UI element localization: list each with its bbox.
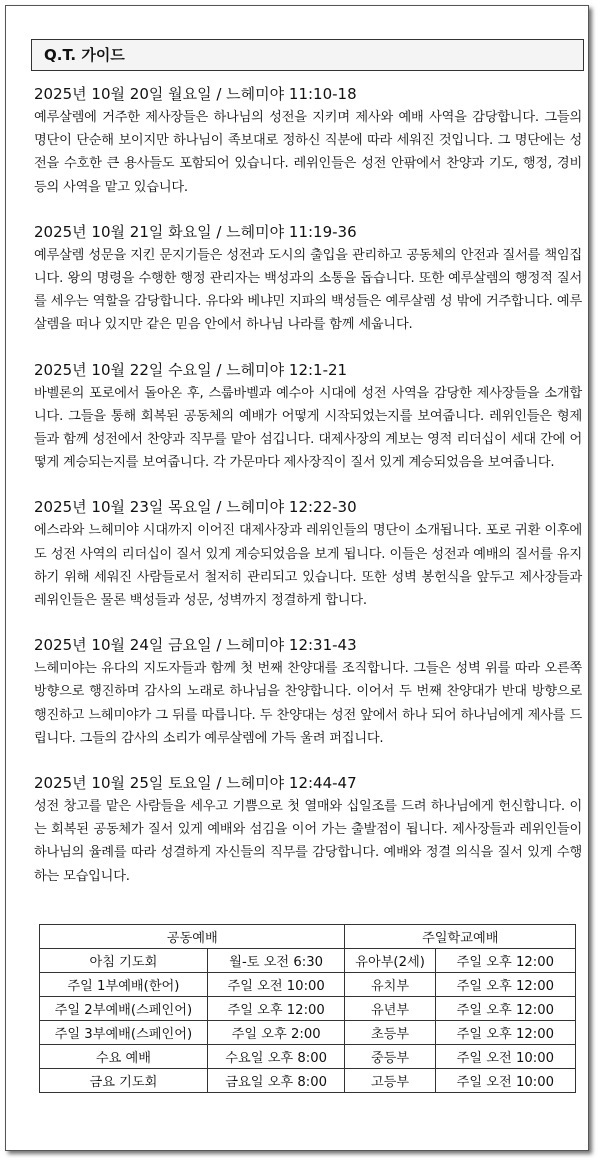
- sunday-school-header: 주일학교예배: [345, 925, 576, 949]
- department-time: 주일 오후 12:00: [435, 997, 575, 1021]
- department-name: 고등부: [345, 1069, 435, 1093]
- schedule-row: [40, 997, 576, 1021]
- qt-entry-heading: 2025년 10월 21일 화요일 / 느헤미야 11:19-36: [34, 222, 357, 241]
- department-name: 유아부(2세): [345, 949, 435, 973]
- schedule-row: [40, 1045, 576, 1069]
- department-time: 주일 오후 12:00: [435, 1021, 575, 1045]
- service-name: 주일 1부예배(한어): [40, 973, 208, 997]
- department-time: 주일 오전 10:00: [435, 1069, 575, 1093]
- qt-entry-body: 예루살렘 성문을 지킨 문지기들은 성전과 도시의 출입을 관리하고 공동체의 안전과 질서를 책임집니다. 왕의 명령을 수행한 행정 관리자는 백성과의 소통을 돕습니다. 또한 예루살렘의 행정적 질서를 세우는 역할을 감당합니다. 유다와 베냐민 지파의 백성들은 예루살렘 성 밖에 거주합니다. 예루살렘을 떠나 있지만 같은 믿음 안에서 하나님 나라를 함께 세웁니다.: [34, 247, 582, 333]
- qt-entry-heading: 2025년 10월 23일 목요일 / 느헤미야 12:22-30: [34, 498, 357, 517]
- department-time: 주일 오전 10:00: [435, 1045, 575, 1069]
- public-worship-header: 공동예배: [40, 925, 345, 949]
- qt-entries: [34, 82, 582, 909]
- worship-schedule-table: [39, 924, 576, 1093]
- qt-entry-body: 바벨론의 포로에서 돌아온 후, 스룹바벨과 예수아 시대에 성전 사역을 감당한 제사장들을 소개합니다. 그들을 통해 회복된 공동체의 예배가 어떻게 시작되었는지를 보여줍니다. 레위인들은 형제들과 함께 성전에서 찬양과 직무를 맡아 섬깁니다. 대제사장의 계보는 영적 리더십이 세대 간에 어떻게 계승되는지를 보여줍니다. 각 가문마다 제사장직이 질서 있게 계승되었음을 보여줍니다.: [34, 385, 582, 471]
- service-time: 주일 오후 2:00: [207, 1021, 345, 1045]
- schedule-row: [40, 1021, 576, 1045]
- qt-entry: [34, 82, 582, 199]
- qt-entry-heading: 2025년 10월 24일 금요일 / 느헤미야 12:31-43: [34, 636, 357, 655]
- qt-entry-heading: 2025년 10월 20일 월요일 / 느헤미야 11:10-18: [34, 85, 357, 103]
- schedule-row: [40, 1069, 576, 1093]
- qt-entry-body: 예루살렘에 거주한 제사장들은 하나님의 성전을 지키며 제사와 예배 사역을 감당합니다. 그들의 명단이 단순해 보이지만 하나님이 족보대로 정하신 직분에 따라 세워진 것입니다. 그 명단에는 성전을 수호한 큰 용사들도 포함되어 있습니다. 레위인들은 성전 안팎에서 찬양과 기도, 행정, 경비 등의 사역을 맡고 있습니다.: [34, 110, 582, 195]
- qt-entry: [34, 220, 582, 337]
- schedule-header-row: [40, 925, 576, 949]
- bulletin-page: [5, 5, 589, 1151]
- department-time: 주일 오후 12:00: [435, 949, 575, 973]
- schedule-row: [40, 949, 576, 973]
- department-time: 주일 오후 12:00: [435, 973, 575, 997]
- department-name: 중등부: [345, 1045, 435, 1069]
- department-name: 유년부: [345, 997, 435, 1021]
- service-name: 금요 기도회: [40, 1069, 208, 1093]
- service-time: 주일 오후 12:00: [207, 997, 345, 1021]
- qt-entry: [34, 771, 582, 888]
- qt-entry: [34, 495, 582, 612]
- qt-entry-body: 에스라와 느헤미야 시대까지 이어진 대제사장과 레위인들의 명단이 소개됩니다. 포로 귀환 이후에도 성전 사역의 리더십이 질서 있게 계승되었음을 보게 됩니다. 이들은 성전과 예배의 질서를 유지하기 위해 세워진 사람들로서 철저히 관리되고 있습니다. 또한 성벽 봉헌식을 앞두고 제사장들과 레위인들은 물론 백성들과 성문, 성벽까지 정결하게 합니다.: [34, 523, 582, 609]
- qt-entry-body: 성전 창고를 맡은 사람들을 세우고 기쁨으로 첫 열매와 십일조를 드려 하나님에게 헌신합니다. 이는 회복된 공동체가 질서 있게 예배와 섬김을 이어 가는 출발점이 됩니다. 제사장들과 레위인들이 하나님의 율례를 따라 성결하게 자신들의 직무를 감당합니다. 예배와 정결 의식을 질서 있게 수행하는 모습입니다.: [34, 799, 582, 884]
- qt-entry: [34, 633, 582, 750]
- service-time: 주일 오전 10:00: [207, 973, 345, 997]
- service-time: 금요일 오후 8:00: [207, 1069, 345, 1093]
- department-name: 초등부: [345, 1021, 435, 1045]
- service-name: 주일 3부예배(스페인어): [40, 1021, 208, 1045]
- qt-guide-title: Q.T. 가이드: [31, 39, 584, 71]
- service-time: 월-토 오전 6:30: [207, 949, 345, 973]
- qt-entry-heading: 2025년 10월 22일 수요일 / 느헤미야 12:1-21: [34, 360, 348, 379]
- schedule-row: [40, 973, 576, 997]
- qt-entry-body: 느헤미야는 유다의 지도자들과 함께 첫 번째 찬양대를 조직합니다. 그들은 성벽 위를 따라 오른쪽 방향으로 행진하며 감사의 노래로 하나님을 찬양합니다. 이어서 두 번째 찬양대가 반대 방향으로 행진하고 느헤미야가 그 뒤를 따릅니다. 두 찬양대는 성전 앞에서 하나 되어 하나님에게 제사를 드립니다. 그들의 감사의 소리가 예루살렘에 가득 울려 퍼집니다.: [34, 661, 582, 746]
- qt-entry: [34, 358, 582, 475]
- service-name: 주일 2부예배(스페인어): [40, 997, 208, 1021]
- service-time: 수요일 오후 8:00: [207, 1045, 345, 1069]
- service-name: 수요 예배: [40, 1045, 208, 1069]
- department-name: 유치부: [345, 973, 435, 997]
- service-name: 아침 기도회: [40, 949, 208, 973]
- qt-entry-heading: 2025년 10월 25일 토요일 / 느헤미야 12:44-47: [34, 774, 357, 793]
